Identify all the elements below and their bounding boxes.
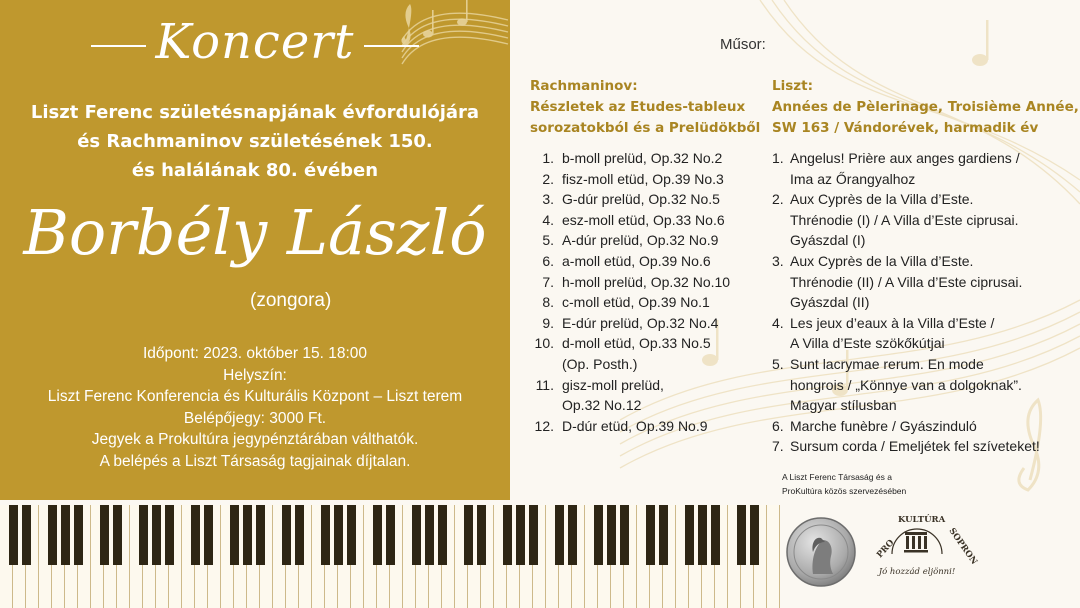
item-number: [772, 375, 790, 396]
organizer-line: A Liszt Ferenc Társaság és a: [782, 472, 892, 482]
heading-line: Rachmaninov:: [530, 78, 638, 94]
instrument-label: (zongora): [250, 290, 332, 311]
piano-black-key: [321, 505, 330, 565]
program-item: [532, 333, 730, 354]
item-title: b-moll prelüd, Op.32 No.2: [562, 150, 723, 166]
piano-black-key: [9, 505, 18, 565]
logo-text-top: KULTÚRA: [898, 515, 946, 525]
item-number: 6.: [772, 417, 784, 434]
piano-black-key: [295, 505, 304, 565]
occasion-line: Liszt Ferenc születésnapjának évfordulójára: [30, 102, 480, 123]
program-item: [772, 375, 1040, 396]
piano-black-key: [477, 505, 486, 565]
item-number: [772, 292, 790, 313]
liszt-heading: [772, 76, 1079, 139]
item-title: Magyar stílusban: [790, 397, 897, 414]
heading-line: Részletek az Etudes-tableux: [530, 99, 746, 115]
event-time: Időpont: 2023. október 15. 18:00: [142, 345, 368, 362]
piano-black-key: [165, 505, 174, 565]
item-title: hongrois / „Könnye van a dolgoknak”.: [790, 376, 1022, 393]
program-item: [772, 251, 1040, 272]
event-details: [0, 343, 510, 472]
piano-black-key: [750, 505, 759, 565]
venue-label: Helyszín:: [223, 366, 287, 384]
item-number: [772, 272, 790, 293]
item-number: 5.: [542, 232, 554, 249]
piano-black-key: [646, 505, 655, 565]
item-number: [772, 230, 790, 251]
program-item: [772, 148, 1040, 169]
prokultura-logo: [862, 510, 979, 590]
piano-black-key: [737, 505, 746, 565]
member-info: A belépés a Liszt Társaság tagjainak díjtalan.: [99, 452, 411, 470]
piano-black-key: [282, 505, 291, 565]
rachmaninov-program-list: [532, 148, 730, 436]
performer-name: Borbély László: [23, 196, 487, 269]
item-number: 5.: [772, 355, 784, 372]
piano-white-key: [767, 505, 780, 608]
item-number: [772, 210, 790, 231]
heading-line: Années de Pèlerinage, Troisième Année,: [772, 99, 1079, 115]
piano-black-key: [529, 505, 538, 565]
program-item: [772, 189, 1040, 210]
program-item: [772, 395, 1040, 416]
item-title: Aux Cyprès de la Villa d’Este.: [790, 252, 974, 269]
gold-panel: [0, 0, 510, 500]
item-number: 11.: [535, 376, 554, 393]
occasion-text: [0, 98, 510, 185]
item-number: 7.: [772, 438, 784, 455]
piano-black-key: [191, 505, 200, 565]
piano-black-key: [230, 505, 239, 565]
item-title: h-moll prelüd, Op.32 No.10: [562, 273, 731, 290]
heading-line: SW 163 / Vándorévek, harmadik év: [772, 120, 1039, 136]
item-title: Sunt lacrymae rerum. En mode: [790, 355, 984, 372]
item-title: esz-moll etüd, Op.33 No.6: [562, 211, 725, 228]
piano-black-key: [152, 505, 161, 565]
piano-black-key: [594, 505, 603, 565]
item-number: 12.: [534, 417, 554, 434]
item-title: E-dúr prelüd, Op.32 No.4: [562, 314, 719, 331]
item-title: A-dúr prelüd, Op.32 No.9: [562, 232, 719, 249]
program-item: [532, 251, 730, 272]
occasion-line: és Rachmaninov születésének 150.: [77, 131, 433, 152]
organizer-line: ProKultúra közös szervezésében: [782, 486, 907, 496]
item-number: 7.: [542, 273, 554, 290]
logo-slogan: Jó hozzád eljönni!: [878, 567, 956, 577]
item-number: 9.: [542, 314, 554, 331]
piano-keyboard: [0, 505, 775, 608]
ticket-price: Belépőjegy: 3000 Ft.: [183, 409, 327, 427]
piano-black-key: [61, 505, 70, 565]
piano-black-key: [516, 505, 525, 565]
rachmaninov-heading: [530, 76, 760, 139]
program-item: [772, 354, 1040, 375]
piano-black-key: [113, 505, 122, 565]
piano-black-key: [503, 505, 512, 565]
item-number: [532, 395, 554, 416]
item-title: a-moll etüd, Op.39 No.6: [562, 252, 711, 269]
item-title: G-dúr prelüd, Op.32 No.5: [562, 191, 720, 208]
logo-text-right: SOPRON: [946, 526, 979, 567]
program-item: [772, 272, 1040, 293]
item-number: [532, 354, 554, 375]
item-title: d-moll etüd, Op.33 No.5: [562, 335, 711, 352]
piano-black-key: [412, 505, 421, 565]
item-number: 6.: [542, 252, 554, 269]
heading-line: sorozatokból és a Prelüdökből: [530, 120, 761, 136]
program-item: [532, 416, 730, 437]
item-number: [772, 169, 790, 190]
item-title: Thrénodie (II) / A Villa d’Este ciprusai.: [790, 273, 1023, 290]
program-item: [532, 313, 730, 334]
piano-black-key: [373, 505, 382, 565]
item-number: 4.: [772, 314, 784, 331]
item-number: 3.: [542, 191, 554, 208]
item-number: 2.: [772, 191, 784, 208]
item-title: fisz-moll etüd, Op.39 No.3: [562, 170, 724, 187]
piano-black-key: [438, 505, 447, 565]
piano-black-key: [711, 505, 720, 565]
piano-black-key: [698, 505, 707, 565]
item-title: Gyászdal (II): [790, 294, 870, 311]
item-title: Sursum corda / Emeljétek fel szíveteket!: [790, 438, 1040, 455]
program-item: [532, 230, 730, 251]
program-item: [532, 169, 730, 190]
piano-black-key: [347, 505, 356, 565]
item-number: 1.: [542, 150, 554, 166]
piano-black-key: [568, 505, 577, 565]
program-item: [532, 354, 730, 375]
concert-title: Koncert: [0, 14, 510, 70]
piano-black-key: [464, 505, 473, 565]
item-number: 10.: [534, 335, 554, 352]
piano-black-key: [204, 505, 213, 565]
program-heading: Műsor:: [720, 36, 766, 53]
program-item: [532, 272, 730, 293]
piano-black-key: [48, 505, 57, 565]
item-title: gisz-moll prelüd,: [562, 376, 664, 393]
piano-black-key: [334, 505, 343, 565]
occasion-line: és halálának 80. évében: [131, 160, 379, 181]
piano-black-key: [256, 505, 265, 565]
item-number: [772, 395, 790, 416]
program-item: [772, 416, 1040, 437]
piano-black-key: [425, 505, 434, 565]
venue-name: Liszt Ferenc Konferencia és Kulturális Központ – Liszt terem: [47, 388, 463, 405]
program-item: [772, 230, 1040, 251]
program-item: [532, 395, 730, 416]
program-item: [772, 292, 1040, 313]
item-title: Marche funèbre / Gyászinduló: [790, 417, 977, 434]
program-item: [532, 375, 730, 396]
item-number: 1.: [772, 150, 784, 166]
item-number: 3.: [772, 252, 784, 269]
item-title: Thrénodie (I) / A Villa d’Este ciprusai.: [790, 211, 1019, 228]
ticket-info: Jegyek a Prokultúra jegypénztárában válthatók.: [91, 431, 419, 448]
item-title: Gyászdal (I): [790, 232, 866, 249]
heading-line: Liszt:: [772, 78, 813, 94]
piano-black-key: [22, 505, 31, 565]
program-item: [772, 333, 1040, 354]
piano-black-key: [555, 505, 564, 565]
item-title: c-moll etüd, Op.39 No.1: [562, 294, 710, 311]
item-number: 2.: [542, 170, 554, 187]
organizer-note: [782, 470, 906, 498]
piano-black-key: [386, 505, 395, 565]
program-item: [772, 313, 1040, 334]
program-item: [532, 292, 730, 313]
liszt-program-list: [772, 148, 1040, 457]
logo-text-left: PRO: [875, 537, 897, 561]
program-item: [772, 169, 1040, 190]
program-item: [532, 148, 730, 169]
piano-black-key: [100, 505, 109, 565]
piano-black-key: [74, 505, 83, 565]
piano-black-key: [685, 505, 694, 565]
piano-black-key: [607, 505, 616, 565]
program-item: [532, 210, 730, 231]
piano-black-key: [620, 505, 629, 565]
item-title: A Villa d’Este szökőkútjai: [790, 335, 945, 352]
item-title: Les jeux d’eaux à la Villa d’Este /: [790, 314, 995, 331]
piano-black-key: [659, 505, 668, 565]
item-number: [772, 333, 790, 354]
program-item: [532, 189, 730, 210]
item-title: Aux Cyprès de la Villa d’Este.: [790, 191, 974, 208]
item-title: (Op. Posth.): [562, 355, 638, 372]
piano-black-key: [243, 505, 252, 565]
item-title: Op.32 No.12: [562, 397, 642, 414]
program-item: [772, 436, 1040, 457]
item-title: D-dúr etüd, Op.39 No.9: [562, 417, 708, 434]
liszt-society-medal-logo: [785, 516, 857, 588]
piano-black-key: [139, 505, 148, 565]
item-title: Ima az Őrangyalhoz: [790, 170, 916, 187]
item-title: Angelus! Prière aux anges gardiens /: [790, 150, 1020, 166]
item-number: 8.: [542, 294, 554, 311]
item-number: 4.: [542, 211, 554, 228]
program-item: [772, 210, 1040, 231]
